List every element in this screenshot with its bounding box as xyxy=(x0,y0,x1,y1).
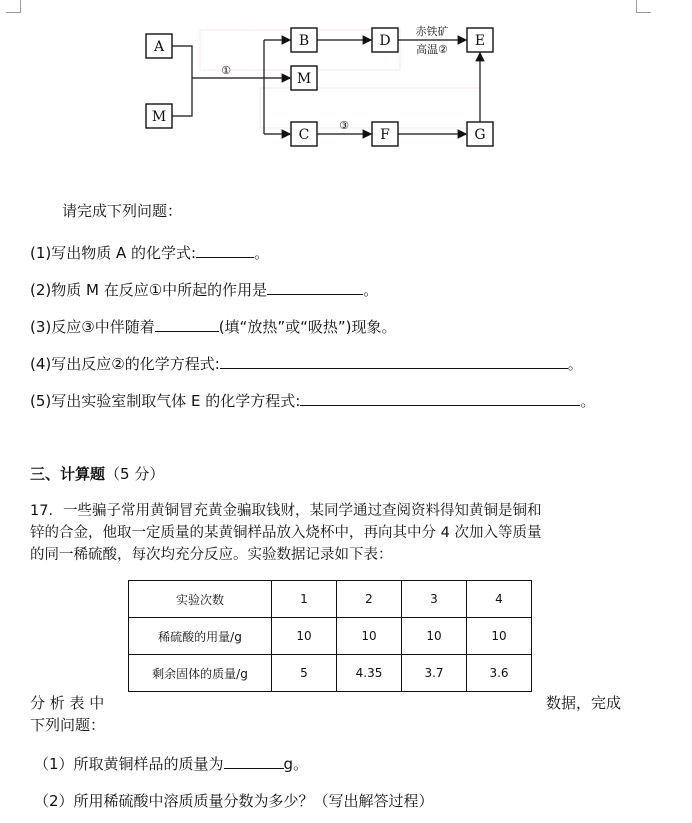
question-3: (3)反应③中伴随着 (填“放热”或“吸热”)现象。 xyxy=(30,318,397,336)
answer-blank-1[interactable] xyxy=(196,243,254,258)
problem-17-text: 17．一些骗子常用黄铜冒充黄金骗取钱财，某同学通过查阅资料得知黄铜是铜和 锌的合金，他取一定质量的某黄铜样品放入烧杯中，再向其中分 4 次加入等质量 的同一稀硫酸，每次均充分反应。实验数据记录如下表： xyxy=(30,503,542,563)
node-A xyxy=(146,34,172,58)
sub-question-2: （2）所用稀硫酸中溶质质量分数为多少？（写出解答过程） xyxy=(34,792,434,810)
svg-text:M: M xyxy=(296,71,312,87)
svg-text:D: D xyxy=(379,33,391,49)
question-prompt: 请完成下列问题： xyxy=(62,202,183,220)
reaction-3-label: ③ xyxy=(339,119,349,132)
svg-text:B: B xyxy=(298,33,310,49)
question-1: (1)写出物质 A 的化学式: 。 xyxy=(30,244,270,262)
node-D xyxy=(372,28,398,52)
reaction-1-label: ① xyxy=(221,64,231,77)
svg-text:E: E xyxy=(474,33,486,49)
node-B xyxy=(291,28,317,52)
reaction-2-reagent: 赤铁矿 xyxy=(415,25,449,38)
table-row: 稀硫酸的用量/g 10 10 10 10 xyxy=(129,618,532,655)
question-5: (5)写出实验室制取气体 E 的化学方程式: 。 xyxy=(30,392,596,410)
answer-blank-4[interactable] xyxy=(220,354,568,369)
question-2: (2)物质 M 在反应①中所起的作用是 。 xyxy=(30,281,379,299)
answer-blank-3[interactable] xyxy=(155,317,219,332)
section-heading: 三、计算题（5 分） xyxy=(30,465,165,483)
answer-blank-5[interactable] xyxy=(300,391,580,406)
svg-text:A: A xyxy=(153,39,165,55)
svg-text:G: G xyxy=(474,127,486,143)
corner-mark-left xyxy=(6,0,21,13)
answer-blank-sample-mass[interactable] xyxy=(224,754,284,769)
node-E xyxy=(467,28,493,52)
svg-text:C: C xyxy=(298,127,310,143)
experiment-data-table xyxy=(128,580,532,692)
sub-question-1: （1）所取黄铜样品的质量为 g。 xyxy=(34,755,309,773)
after-table-next: 下列问题： xyxy=(30,716,106,734)
table-header-row: 实验次数 1 2 3 4 xyxy=(129,581,532,618)
node-G xyxy=(467,122,493,146)
svg-text:M: M xyxy=(151,109,167,125)
question-4: (4)写出反应②的化学方程式: 。 xyxy=(30,355,583,373)
node-M-left xyxy=(146,104,172,128)
after-table-left: 分 析 表 中 xyxy=(30,694,105,712)
table-row: 剩余固体的质量/g 5 4.35 3.7 3.6 xyxy=(129,655,532,692)
corner-mark-right xyxy=(636,0,651,13)
reaction-2-condition: 高温② xyxy=(416,43,448,56)
svg-text:F: F xyxy=(380,127,390,143)
node-C xyxy=(291,122,317,146)
after-table-right: 数据，完成 xyxy=(546,694,622,712)
reaction-flow-diagram xyxy=(140,18,510,158)
node-F xyxy=(372,122,398,146)
answer-blank-2[interactable] xyxy=(267,280,363,295)
node-M-mid xyxy=(291,66,317,90)
